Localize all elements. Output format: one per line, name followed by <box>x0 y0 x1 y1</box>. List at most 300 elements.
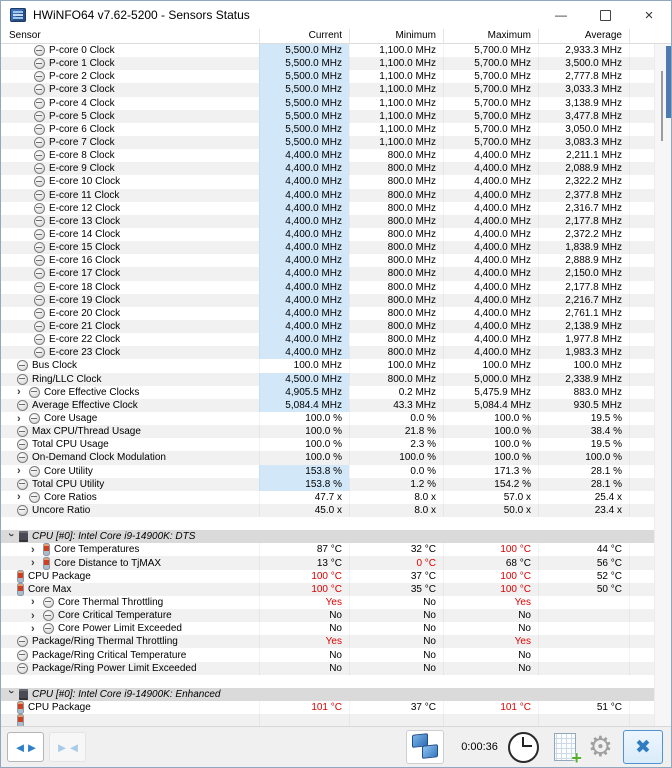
value-cur: 5,500.0 MHz <box>259 136 349 149</box>
row-filler <box>629 399 655 412</box>
table-row[interactable] <box>1 97 655 110</box>
value-avg: 2,777.8 MHz <box>538 70 629 83</box>
arrows-outward-icon: ◄► <box>13 739 38 755</box>
value-min: 800.0 MHz <box>349 346 443 359</box>
value-avg: 2,138.9 MHz <box>538 320 629 333</box>
value-max: 4,400.0 MHz <box>443 254 538 267</box>
value-avg: 3,500.0 MHz <box>538 57 629 70</box>
table-row[interactable] <box>1 662 655 675</box>
clock-sensor-icon <box>34 111 45 122</box>
table-row[interactable] <box>1 83 655 96</box>
spacer-row <box>1 675 655 688</box>
sensor-label: E-core 23 Clock <box>49 347 121 359</box>
close-sensors-button[interactable]: ✖ <box>623 730 663 764</box>
value-max: 100 °C <box>443 543 538 556</box>
sensor-label: Ring/LLC Clock <box>32 373 102 385</box>
value-min: 100.0 MHz <box>349 359 443 372</box>
table-row[interactable] <box>1 307 655 320</box>
value-cur: No <box>259 622 349 635</box>
value-max: 5,700.0 MHz <box>443 70 538 83</box>
table-row[interactable] <box>1 425 655 438</box>
value-avg <box>538 609 629 622</box>
value-cur: 4,400.0 MHz <box>259 254 349 267</box>
section-header-row[interactable] <box>1 688 655 701</box>
sensor-label: Average Effective Clock <box>32 399 138 411</box>
thermometer-icon <box>17 583 24 596</box>
value-cur: 4,400.0 MHz <box>259 320 349 333</box>
value-max: 100.0 % <box>443 438 538 451</box>
row-filler <box>629 189 655 202</box>
row-filler <box>629 57 655 70</box>
table-row[interactable] <box>1 346 655 359</box>
clock-sensor-icon <box>34 137 45 148</box>
chevron-right-icon[interactable]: › <box>17 491 21 504</box>
clock-sensor-icon <box>29 466 40 477</box>
value-avg: 2,211.1 MHz <box>538 149 629 162</box>
expand-window-button[interactable] <box>7 732 44 762</box>
sensor-label: E-core 10 Clock <box>49 176 121 188</box>
row-filler <box>259 675 655 688</box>
clock-button[interactable] <box>508 732 539 763</box>
row-filler <box>629 346 655 359</box>
value-cur: 5,084.4 MHz <box>259 399 349 412</box>
sensor-label: E-core 18 Clock <box>49 281 121 293</box>
value-min: 32 °C <box>349 543 443 556</box>
value-min: 1,100.0 MHz <box>349 97 443 110</box>
sensor-label: Core Power Limit Exceeded <box>58 623 182 635</box>
row-filler <box>629 320 655 333</box>
value-min: 0 °C <box>349 556 443 569</box>
row-filler <box>629 465 655 478</box>
value-min: 43.3 MHz <box>349 399 443 412</box>
row-filler <box>259 517 655 530</box>
table-row[interactable] <box>1 412 655 425</box>
value-avg: 3,138.9 MHz <box>538 97 629 110</box>
sensor-label: Core Usage <box>44 413 98 424</box>
column-header-average[interactable]: Average <box>538 29 629 44</box>
value-avg: 50 °C <box>538 583 629 596</box>
table-row[interactable] <box>1 149 655 162</box>
value-max: 4,400.0 MHz <box>443 294 538 307</box>
value-max: 4,400.0 MHz <box>443 281 538 294</box>
table-row[interactable] <box>1 281 655 294</box>
value-avg: 2,216.7 MHz <box>538 294 629 307</box>
scrollbar-thumb[interactable] <box>661 71 663 141</box>
chevron-right-icon[interactable]: › <box>17 386 21 399</box>
table-row[interactable] <box>1 478 655 491</box>
table-row[interactable] <box>1 622 655 635</box>
value-cur: 4,400.0 MHz <box>259 189 349 202</box>
table-row[interactable] <box>1 57 655 70</box>
sensor-label: E-core 14 Clock <box>49 229 121 241</box>
row-filler <box>259 688 655 701</box>
clock-sensor-icon <box>17 663 28 674</box>
table-row[interactable] <box>1 123 655 136</box>
table-row[interactable] <box>1 294 655 307</box>
value-cur: 100.0 % <box>259 438 349 451</box>
value-avg: 2,888.9 MHz <box>538 254 629 267</box>
table-row[interactable] <box>1 44 655 57</box>
value-min: 2.3 % <box>349 438 443 451</box>
value-max: 5,700.0 MHz <box>443 110 538 123</box>
clock-sensor-icon <box>17 479 28 490</box>
vertical-scrollbar[interactable] <box>654 44 671 728</box>
table-row[interactable] <box>1 333 655 346</box>
clock-sensor-icon <box>34 334 45 345</box>
chevron-right-icon[interactable]: › <box>31 622 35 635</box>
chevron-right-icon[interactable]: › <box>17 412 21 425</box>
clock-sensor-icon <box>17 374 28 385</box>
value-max: 4,400.0 MHz <box>443 215 538 228</box>
sensor-label: P-core 5 Clock <box>49 110 115 122</box>
value-min: 800.0 MHz <box>349 254 443 267</box>
chevron-right-icon[interactable]: › <box>31 543 35 556</box>
table-row[interactable] <box>1 215 655 228</box>
value-avg: 19.5 % <box>538 412 629 425</box>
clock-sensor-icon <box>34 216 45 227</box>
value-cur: 100.0 % <box>259 425 349 438</box>
value-cur: 5,500.0 MHz <box>259 83 349 96</box>
value-max: 4,400.0 MHz <box>443 307 538 320</box>
value-max: 5,000.0 MHz <box>443 373 538 386</box>
table-row[interactable] <box>1 504 655 517</box>
clock-sensor-icon <box>34 84 45 95</box>
clock-sensor-icon <box>43 597 54 608</box>
sensor-label: CPU Package <box>28 702 91 714</box>
sensor-label: Uncore Ratio <box>32 504 91 516</box>
value-avg: 38.4 % <box>538 425 629 438</box>
value-max: 5,700.0 MHz <box>443 83 538 96</box>
table-row[interactable] <box>1 386 655 399</box>
value-avg: 2,372.2 MHz <box>538 228 629 241</box>
value-max: 171.3 % <box>443 465 538 478</box>
shrink-window-button[interactable] <box>49 732 86 762</box>
clock-sensor-icon <box>17 452 28 463</box>
clock-sensor-icon <box>34 98 45 109</box>
chevron-right-icon[interactable]: › <box>31 596 35 609</box>
clock-sensor-icon <box>43 610 54 621</box>
row-filler <box>629 241 655 254</box>
chevron-right-icon[interactable]: › <box>31 557 35 570</box>
row-filler <box>629 307 655 320</box>
cpu-chip-icon <box>19 689 28 700</box>
table-row[interactable] <box>1 373 655 386</box>
sensor-table <box>1 44 655 728</box>
value-cur: 4,400.0 MHz <box>259 307 349 320</box>
minimize-button[interactable]: — <box>555 8 567 22</box>
value-avg <box>538 635 629 648</box>
table-row[interactable] <box>1 228 655 241</box>
sensor-label: Core Ratios <box>44 491 97 503</box>
value-min: No <box>349 609 443 622</box>
value-avg: 28.1 % <box>538 465 629 478</box>
close-button[interactable]: × <box>644 6 654 24</box>
chevron-right-icon[interactable]: › <box>17 465 21 478</box>
sensor-label: P-core 6 Clock <box>49 123 115 135</box>
value-cur: Yes <box>259 596 349 609</box>
sensor-label: Total CPU Utility <box>32 478 105 490</box>
section-header-row[interactable] <box>1 530 655 543</box>
value-min: 800.0 MHz <box>349 149 443 162</box>
value-max: 50.0 x <box>443 504 538 517</box>
chevron-right-icon[interactable]: › <box>31 609 35 622</box>
value-min: 0.0 % <box>349 465 443 478</box>
value-max: 154.2 % <box>443 478 538 491</box>
column-header-minimum[interactable]: Minimum <box>349 29 443 44</box>
value-avg: 2,761.1 MHz <box>538 307 629 320</box>
value-max: No <box>443 622 538 635</box>
row-filler <box>629 70 655 83</box>
column-header-maximum[interactable]: Maximum <box>443 29 538 44</box>
table-row[interactable] <box>1 162 655 175</box>
value-avg: 2,150.0 MHz <box>538 267 629 280</box>
value-avg: 56 °C <box>538 556 629 569</box>
toolbar-right-cluster <box>406 730 663 764</box>
value-max: 4,400.0 MHz <box>443 149 538 162</box>
value-max: No <box>443 609 538 622</box>
table-row[interactable] <box>1 189 655 202</box>
value-avg: 3,477.8 MHz <box>538 110 629 123</box>
value-min: 800.0 MHz <box>349 215 443 228</box>
table-row[interactable] <box>1 320 655 333</box>
value-avg: 28.1 % <box>538 478 629 491</box>
row-filler <box>629 504 655 517</box>
value-avg: 25.4 x <box>538 491 629 504</box>
sensor-label: Bus Clock <box>32 360 78 372</box>
value-cur: 4,400.0 MHz <box>259 241 349 254</box>
sensor-label: Core Utility <box>44 465 93 477</box>
window-title: HWiNFO64 v7.62-5200 - Sensors Status <box>33 8 250 22</box>
clock-sensor-icon <box>17 505 28 516</box>
row-filler <box>629 202 655 215</box>
sensor-label: P-core 1 Clock <box>49 58 115 70</box>
clock-sensor-icon <box>34 58 45 69</box>
maximize-button[interactable] <box>583 1 627 29</box>
value-avg: 44 °C <box>538 543 629 556</box>
table-row[interactable] <box>1 136 655 149</box>
sensor-label: E-core 19 Clock <box>49 294 121 306</box>
sensor-label: Package/Ring Critical Temperature <box>32 649 187 661</box>
row-filler <box>629 491 655 504</box>
sensor-label: E-core 13 Clock <box>49 215 121 227</box>
value-min: 800.0 MHz <box>349 202 443 215</box>
value-avg: 3,083.3 MHz <box>538 136 629 149</box>
value-avg: 2,088.9 MHz <box>538 162 629 175</box>
value-avg: 883.0 MHz <box>538 386 629 399</box>
value-avg: 2,177.8 MHz <box>538 281 629 294</box>
value-max: 100.0 % <box>443 451 538 464</box>
row-filler <box>629 162 655 175</box>
value-cur: 4,400.0 MHz <box>259 346 349 359</box>
thermometer-icon <box>43 557 50 570</box>
spacer-row <box>1 517 655 530</box>
row-filler <box>629 556 655 569</box>
value-min: 800.0 MHz <box>349 307 443 320</box>
value-max: 100 °C <box>443 570 538 583</box>
row-filler <box>629 609 655 622</box>
value-avg: 1,983.3 MHz <box>538 346 629 359</box>
table-row[interactable] <box>1 451 655 464</box>
table-row[interactable] <box>1 570 655 583</box>
clock-sensor-icon <box>34 255 45 266</box>
value-cur: 100.0 % <box>259 412 349 425</box>
row-filler <box>629 97 655 110</box>
value-avg: 1,977.8 MHz <box>538 333 629 346</box>
sensor-label: Core Distance to TjMAX <box>54 557 162 569</box>
value-avg <box>538 596 629 609</box>
row-filler <box>629 44 655 57</box>
value-cur: 13 °C <box>259 556 349 569</box>
row-filler <box>629 294 655 307</box>
value-cur: 4,400.0 MHz <box>259 281 349 294</box>
table-row[interactable] <box>1 583 655 596</box>
value-cur: 87 °C <box>259 543 349 556</box>
caption-buttons <box>539 1 671 29</box>
value-max: 4,400.0 MHz <box>443 267 538 280</box>
table-row[interactable] <box>1 609 655 622</box>
value-cur: 5,500.0 MHz <box>259 110 349 123</box>
value-max: 4,400.0 MHz <box>443 228 538 241</box>
row-filler <box>629 635 655 648</box>
table-row[interactable] <box>1 399 655 412</box>
value-cur: 101 °C <box>259 701 349 714</box>
scrollbar-accent <box>666 46 671 118</box>
row-filler <box>629 386 655 399</box>
value-max: Yes <box>443 596 538 609</box>
value-min: No <box>349 596 443 609</box>
value-cur: Yes <box>259 635 349 648</box>
sensor-label: E-core 16 Clock <box>49 255 121 267</box>
table-row[interactable] <box>1 635 655 648</box>
chevron-down-icon[interactable]: › <box>5 690 17 695</box>
session-timer: 0:00:36 <box>461 741 498 753</box>
sensor-label: E-core 21 Clock <box>49 321 121 333</box>
table-row[interactable] <box>1 465 655 478</box>
sensor-label: Core Temperatures <box>54 544 140 556</box>
table-row[interactable] <box>1 491 655 504</box>
table-row[interactable] <box>1 438 655 451</box>
sensor-label: P-core 3 Clock <box>49 84 115 96</box>
row-filler <box>629 478 655 491</box>
sensor-label: On-Demand Clock Modulation <box>32 452 166 464</box>
value-max: 5,084.4 MHz <box>443 399 538 412</box>
value-max: 101 °C <box>443 701 538 714</box>
table-row[interactable] <box>1 267 655 280</box>
value-avg: 2,377.8 MHz <box>538 189 629 202</box>
table-row[interactable] <box>1 241 655 254</box>
table-row[interactable] <box>1 202 655 215</box>
titlebar[interactable] <box>1 1 671 29</box>
value-avg <box>538 622 629 635</box>
value-avg: 51 °C <box>538 701 629 714</box>
sensor-label: Package/Ring Thermal Throttling <box>32 636 178 648</box>
chevron-down-icon[interactable]: › <box>5 532 17 537</box>
value-min: 1,100.0 MHz <box>349 70 443 83</box>
clock-sensor-icon <box>34 203 45 214</box>
value-avg: 930.5 MHz <box>538 399 629 412</box>
value-max: 5,700.0 MHz <box>443 136 538 149</box>
row-filler <box>629 123 655 136</box>
value-min: 0.0 % <box>349 412 443 425</box>
value-min: 1,100.0 MHz <box>349 123 443 136</box>
table-row[interactable] <box>1 110 655 123</box>
remote-monitoring-button[interactable] <box>406 730 444 764</box>
thermometer-icon <box>17 570 24 583</box>
clock-sensor-icon <box>17 400 28 411</box>
value-max: No <box>443 662 538 675</box>
value-avg: 52 °C <box>538 570 629 583</box>
clock-sensor-icon <box>17 636 28 647</box>
value-max: Yes <box>443 635 538 648</box>
row-filler <box>629 228 655 241</box>
settings-gear-button[interactable]: ⚙ <box>587 730 613 763</box>
value-avg: 2,338.9 MHz <box>538 373 629 386</box>
value-min: 800.0 MHz <box>349 373 443 386</box>
column-header-sensor[interactable]: Sensor <box>9 29 41 41</box>
row-filler <box>629 215 655 228</box>
row-filler <box>629 110 655 123</box>
value-cur: 4,400.0 MHz <box>259 267 349 280</box>
column-header-current[interactable]: Current <box>259 29 349 44</box>
table-row[interactable] <box>1 596 655 609</box>
value-min: 37 °C <box>349 701 443 714</box>
column-header-filler <box>629 29 671 44</box>
value-cur: 100 °C <box>259 570 349 583</box>
value-min: 800.0 MHz <box>349 320 443 333</box>
value-cur: 5,500.0 MHz <box>259 44 349 57</box>
value-avg: 100.0 % <box>538 451 629 464</box>
sensor-label: Total CPU Usage <box>32 439 109 451</box>
table-row[interactable] <box>1 648 655 661</box>
sensor-label: Package/Ring Power Limit Exceeded <box>32 662 197 674</box>
sensor-label: E-core 12 Clock <box>49 202 121 214</box>
table-row[interactable] <box>1 543 655 556</box>
table-row[interactable] <box>1 556 655 569</box>
value-cur: 100 °C <box>259 583 349 596</box>
sensor-label: P-core 0 Clock <box>49 45 115 57</box>
row-filler <box>629 662 655 675</box>
value-cur: 4,400.0 MHz <box>259 162 349 175</box>
value-max: 100.0 % <box>443 425 538 438</box>
value-max: 4,400.0 MHz <box>443 189 538 202</box>
value-cur: 4,400.0 MHz <box>259 228 349 241</box>
sensor-label: Core Max <box>28 583 72 595</box>
value-max: 5,700.0 MHz <box>443 97 538 110</box>
clock-sensor-icon <box>34 308 45 319</box>
value-avg: 2,322.2 MHz <box>538 175 629 188</box>
value-cur: 47.7 x <box>259 491 349 504</box>
value-min: 35 °C <box>349 583 443 596</box>
value-min: 8.0 x <box>349 504 443 517</box>
value-max: No <box>443 648 538 661</box>
value-max: 5,475.9 MHz <box>443 386 538 399</box>
value-cur: 5,500.0 MHz <box>259 97 349 110</box>
table-row[interactable] <box>1 701 655 714</box>
logging-report-button[interactable] <box>554 733 576 761</box>
table-row[interactable] <box>1 175 655 188</box>
clock-sensor-icon <box>34 71 45 82</box>
value-cur: 100.0 % <box>259 451 349 464</box>
table-row[interactable] <box>1 254 655 267</box>
value-avg: 2,933.3 MHz <box>538 44 629 57</box>
row-filler <box>629 373 655 386</box>
value-max: 4,400.0 MHz <box>443 202 538 215</box>
value-cur: No <box>259 662 349 675</box>
row-filler <box>259 530 655 543</box>
table-row[interactable] <box>1 359 655 372</box>
row-filler <box>629 254 655 267</box>
table-row[interactable] <box>1 70 655 83</box>
